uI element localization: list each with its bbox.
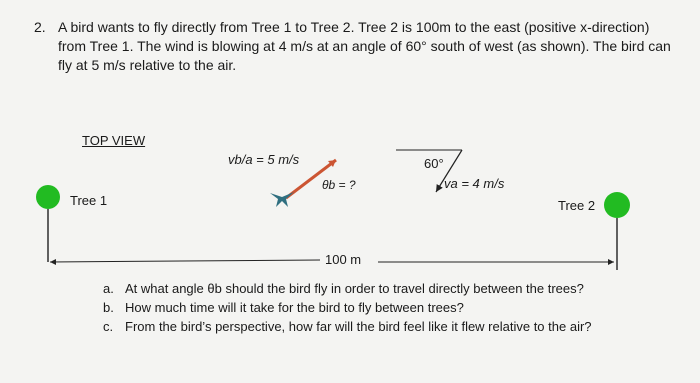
top-view-label: TOP VIEW [82,133,146,148]
wind-velocity-label: va = 4 m/s [444,176,505,191]
question-letter: b. [103,300,114,315]
tree1-icon [36,185,60,209]
bird-angle-label: θb = ? [322,178,356,192]
distance-arrow-left [50,260,320,262]
wind-angle-label: 60° [424,156,444,171]
question-text: From the bird’s perspective, how far will the bird feel like it flew relative to the air? [125,319,592,334]
question-c [103,318,663,335]
tree2-icon [604,192,630,218]
question-a [103,280,663,297]
question-text: How much time will it take for the bird to fly between trees? [125,300,464,315]
question-letter: c. [103,319,114,334]
bird-velocity-label: vb/a = 5 m/s [228,152,300,167]
bird-icon [270,192,294,207]
tree2-label: Tree 2 [558,198,596,213]
distance-label: 100 m [325,252,362,267]
problem-number: 2. [34,19,46,35]
question-letter: a. [103,281,114,296]
problem-text: A bird wants to fly directly from Tree 1 to Tree 2. Tree 2 is 100m to the east (positive x-direction) from Tree 1. The wind is blowing at 4 m/s at an angle of 60° south of west (as shown). The bird can fly at 5 m/s relative to the air. [58,19,671,73]
tree1-label: Tree 1 [70,193,108,208]
questions-list [103,280,663,337]
question-text: At what angle θb should the bird fly in order to travel directly between the trees? [125,281,584,296]
question-b [103,299,663,316]
